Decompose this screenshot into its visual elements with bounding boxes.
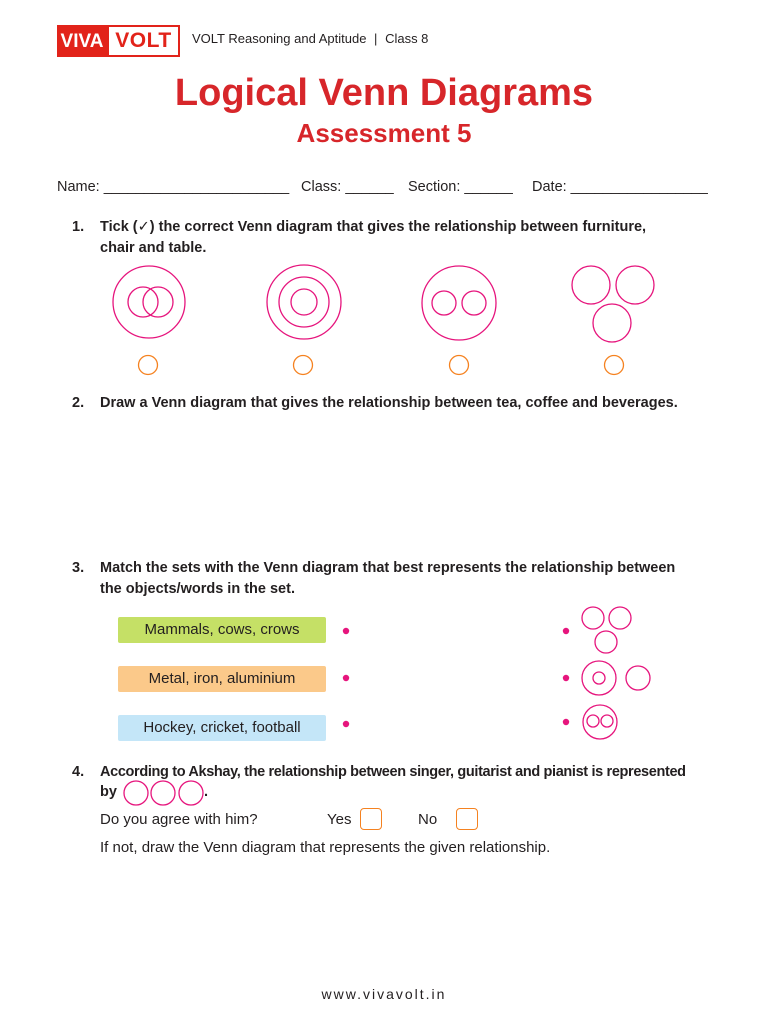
set-box-mammals: Mammals, cows, crows xyxy=(118,617,326,643)
page-subtitle: Assessment 5 xyxy=(296,118,472,148)
venn-circle xyxy=(124,781,148,805)
q1-number: 1. xyxy=(72,219,85,235)
q4-number: 4. xyxy=(72,764,85,780)
q4-agree-question: Do you agree with him? xyxy=(100,811,258,828)
q4-text-line2: by xyxy=(100,784,117,800)
logo-volt-text: VOLT xyxy=(107,25,180,57)
date-field[interactable]: Date: _________________ xyxy=(532,179,708,195)
class-field[interactable]: Class: ______ xyxy=(301,179,394,195)
name-field[interactable]: Name: _______________________ xyxy=(57,179,290,195)
class-label: Class 8 xyxy=(385,31,429,46)
q3-number: 3. xyxy=(72,560,85,576)
page-title: Logical Venn Diagrams xyxy=(174,72,594,114)
q1-text-line2: chair and table. xyxy=(100,240,207,256)
q3-text-line1: Match the sets with the Venn diagram that best represents the relationship between xyxy=(100,560,676,576)
set-box-sports: Hockey, cricket, football xyxy=(118,715,326,741)
q4-end-period: . xyxy=(204,784,209,800)
set-box-metal: Metal, iron, aluminium xyxy=(118,666,326,692)
q2-text: Draw a Venn diagram that gives the relationship between tea, coffee and beverages. xyxy=(100,395,678,411)
q4-yes-label: Yes xyxy=(327,811,352,828)
footer-url[interactable]: www.vivavolt.in xyxy=(321,986,447,1002)
q4-drawing-area[interactable] xyxy=(100,865,715,975)
section-field[interactable]: Section: ______ xyxy=(408,179,513,195)
q3-text-line2: the objects/words in the set. xyxy=(100,581,295,597)
logo-viva-text: VIVA xyxy=(57,25,107,57)
q2-number: 2. xyxy=(72,395,85,411)
course-name: VOLT Reasoning and Aptitude xyxy=(192,31,367,46)
q4-instruction: If not, draw the Venn diagram that represents the given relationship. xyxy=(100,839,551,856)
q4-yes-checkbox[interactable] xyxy=(360,808,382,830)
venn-circle xyxy=(151,781,175,805)
q4-text-line1: According to Akshay, the relationship between singer, guitarist and pianist is represented xyxy=(100,764,686,780)
header-separator: | xyxy=(374,31,378,46)
venn-circle xyxy=(179,781,203,805)
q4-no-label: No xyxy=(418,811,438,828)
q1-text-line1: Tick (✓) the correct Venn diagram that gives the relationship between furniture, xyxy=(100,219,647,235)
q4-no-checkbox[interactable] xyxy=(456,808,478,830)
